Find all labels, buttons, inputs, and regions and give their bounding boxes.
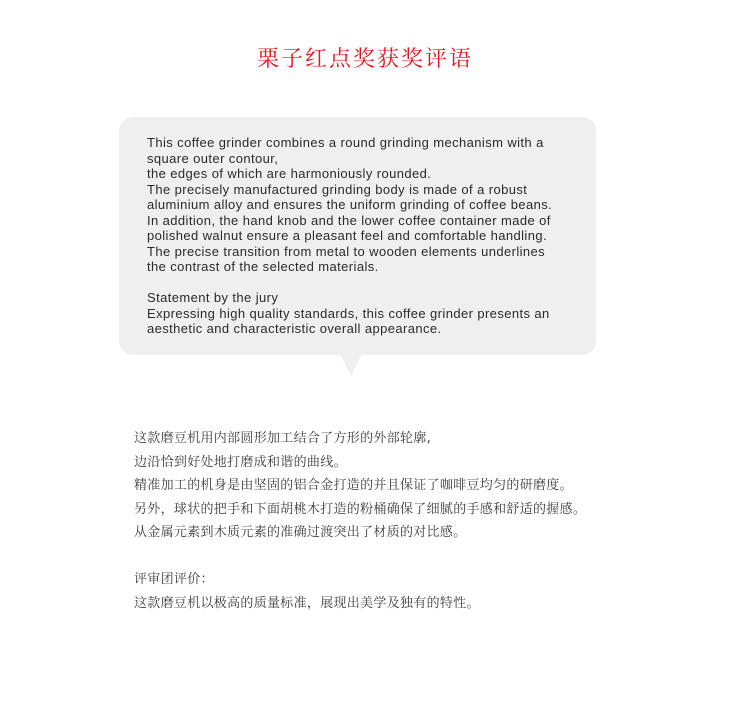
speech-bubble-tail <box>340 354 362 376</box>
english-line: This coffee grinder combines a round grinding mechanism with a <box>147 135 544 150</box>
page-title: 栗子红点奖获奖评语 <box>256 47 473 72</box>
english-line: aluminium alloy and ensures the uniform grinding of coffee beans. <box>147 197 553 212</box>
english-line: The precisely manufactured grinding body is made of a robust <box>147 181 528 197</box>
english-line: polished walnut ensure a pleasant feel and comfortable handling. <box>147 228 547 243</box>
chinese-line: 精准加工的机身是由坚固的铝合金打造的并且保证了咖啡豆均匀的研磨度。 <box>134 478 573 493</box>
chinese-line: 这款磨豆机用内部圆形加工结合了方形的外部轮廓, <box>134 431 432 446</box>
chinese-jury-heading: 评审团评价： <box>134 572 214 587</box>
english-line: the edges of which are harmoniously rounded. <box>147 166 432 181</box>
chinese-line: 从金属元素到木质元素的准确过渡突出了材质的对比感。 <box>134 525 467 540</box>
chinese-line: 另外，球状的把手和下面胡桃木打造的粉桶确保了细腻的手感和舒适的握感。 <box>134 501 587 517</box>
english-line: In addition, the hand knob and the lower coffee container made of <box>147 212 551 228</box>
chinese-line: 这款磨豆机以极高的质量标准，展现出美学及独有的特性。 <box>134 595 480 611</box>
english-jury-statement <box>147 135 587 337</box>
paragraph-gap <box>147 275 587 291</box>
english-line: Expressing high quality standards, this coffee grinder presents an <box>147 305 550 321</box>
english-line: The precise transition from metal to wooden elements underlines <box>147 243 546 259</box>
english-line: aesthetic and characteristic overall appearance. <box>147 321 442 336</box>
chinese-jury-statement <box>134 427 694 615</box>
chinese-line: 边沿恰到好处地打磨成和谐的曲线。 <box>134 454 347 470</box>
english-line: the contrast of the selected materials. <box>147 259 379 274</box>
paragraph-gap <box>134 545 694 569</box>
english-jury-heading: Statement by the jury <box>147 290 279 305</box>
english-line: square outer contour, <box>147 150 279 166</box>
